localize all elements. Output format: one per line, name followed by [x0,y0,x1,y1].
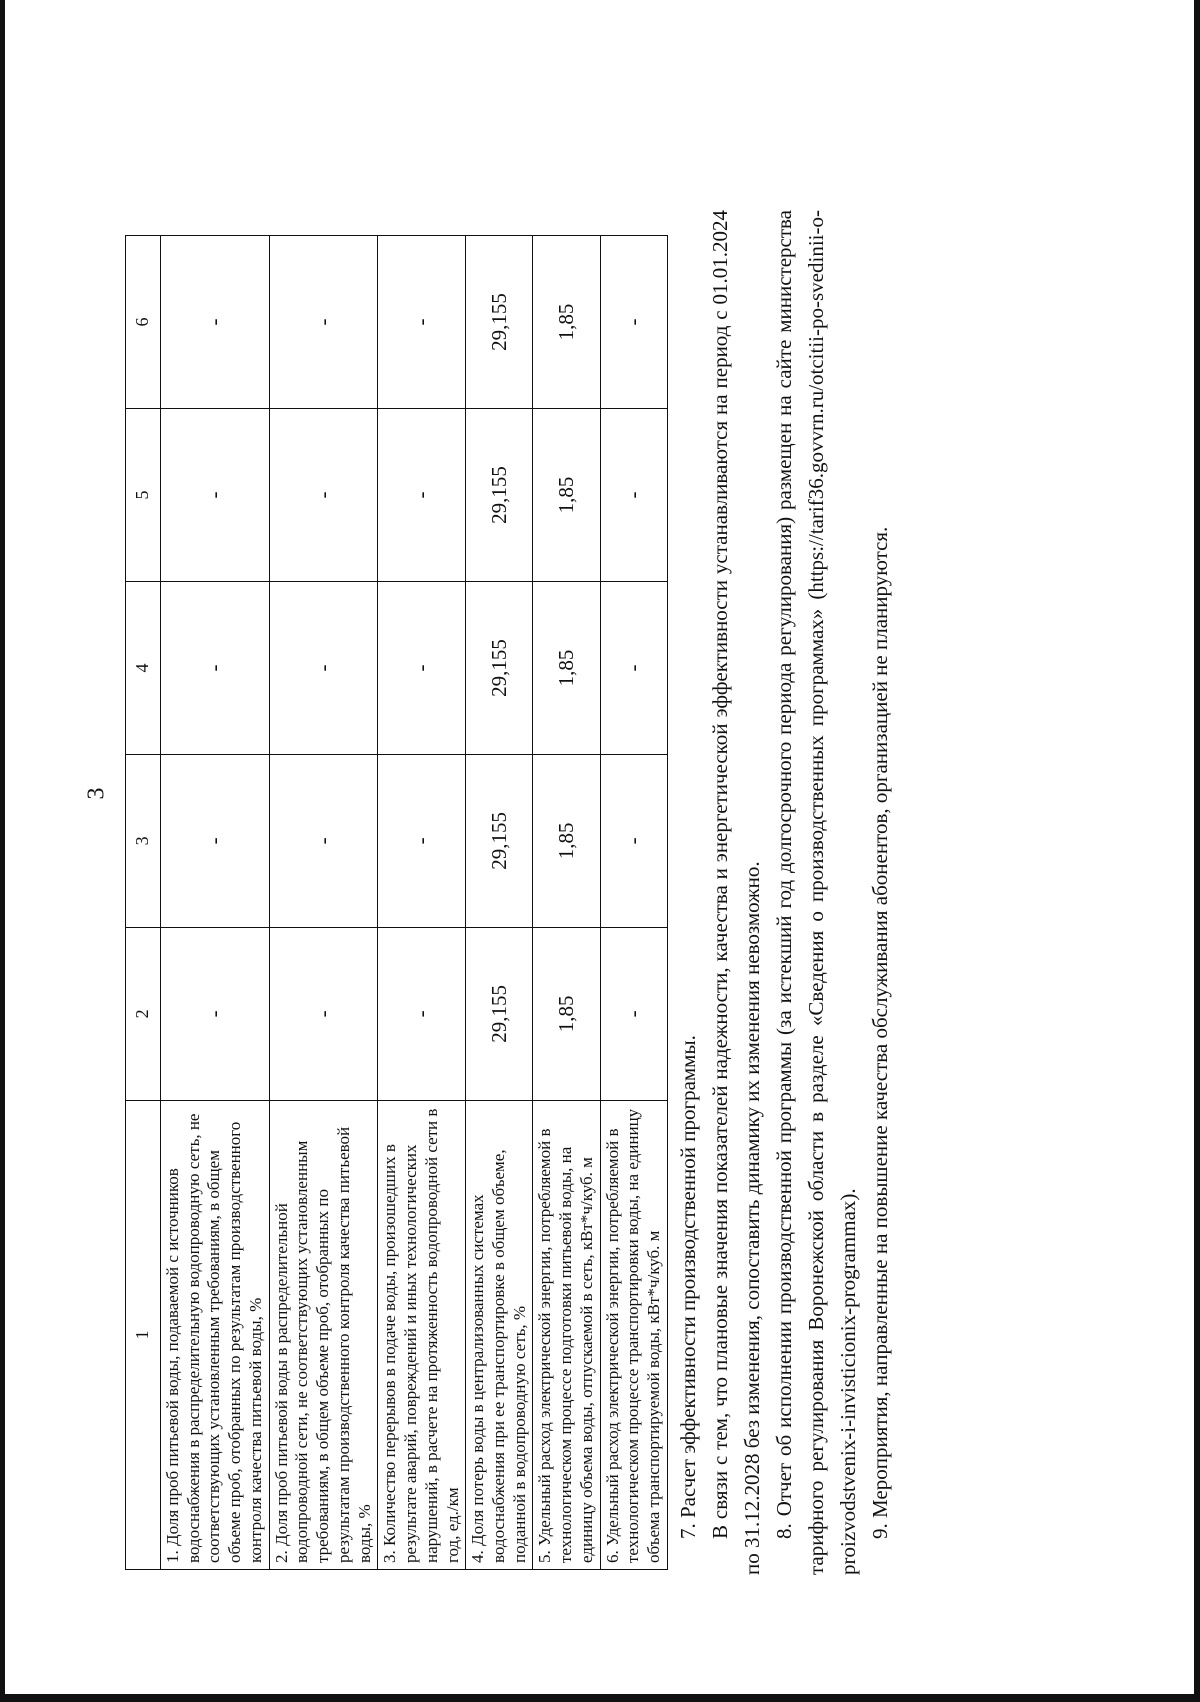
rotated-content [125,155,892,1575]
indicator-value: - [269,409,378,582]
indicator-value: - [161,236,270,409]
indicator-value: - [600,581,667,754]
indicator-label: 3. Количество перерывов в подаче воды, произошедших в результате аварий, повреждений и иных технологических нарушений, в расчете на протяженность водопроводной сети в год, ед./км [378,1100,466,1569]
indicator-value: - [161,927,270,1100]
indicator-value: - [378,409,466,582]
section-7-heading: 7. Расчет эффективности производственной программы. [675,1035,700,1539]
scan-border-right [1194,0,1200,1702]
indicator-value: 1,85 [533,927,600,1100]
indicator-value: 29,155 [466,409,533,582]
indicator-value: - [269,927,378,1100]
indicator-value: 1,85 [533,409,600,582]
indicator-value: - [269,754,378,927]
column-header: 2 [126,927,161,1100]
table-row [269,236,378,1570]
scan-border-bottom [0,1694,1200,1702]
indicator-label: 5. Удельный расход электрической энергии, потребляемой в технологическом процессе подготовки питьевой воды, на единицу объема воды, отпускаемой в сеть, кВт*ч/куб. м [533,1100,600,1569]
indicator-value: - [161,754,270,927]
indicator-value: 1,85 [533,581,600,754]
indicator-value: - [600,927,667,1100]
indicator-label: 1. Доля проб питьевой воды, подаваемой с источников водоснабжения в распределительную водопроводную сеть, не соответствующих установленным требованиям, в общем объеме проб, отобранных по результатам производственного контроля качества питьевой воды, % [161,1100,270,1569]
indicator-label: 6. Удельный расход электрической энергии, потребляемой в технологическом процессе транспортировки воды, на единицу объема транспортируемой воды, кВт*ч/куб. м [600,1100,667,1569]
indicator-value: 29,155 [466,236,533,409]
body-paragraphs [672,210,896,1575]
indicator-value: - [161,581,270,754]
column-header: 6 [126,236,161,409]
indicator-value: - [378,754,466,927]
section-9-text: 9. Мероприятия, направленные на повышение качества обслуживания абонентов, организацией не планируются. [867,526,892,1539]
indicator-value: - [600,754,667,927]
column-header: 4 [126,581,161,754]
indicator-value: - [269,581,378,754]
column-header: 5 [126,409,161,582]
indicator-value: 29,155 [466,927,533,1100]
indicator-value: - [378,236,466,409]
indicator-value: 1,85 [533,236,600,409]
table-row [600,236,667,1570]
indicator-label: 2. Доля проб питьевой воды в распределительной водопроводной сети, не соответствующих установленным требованиям, в общем объеме проб, отобранных по результатам производственного контроля качества питьевой воды, % [269,1100,378,1569]
section-7-text: В связи с тем, что плановые значения показателей надежности, качества и энергетической эффективности устанавливаются на период с 01.01.2024 по 31.12.2028 без изменения, сопоставить динамику их изменения невозможно. [707,210,764,1575]
indicator-value: 29,155 [466,754,533,927]
indicator-value: - [600,409,667,582]
column-header: 1 [126,1100,161,1569]
column-header: 3 [126,754,161,927]
indicator-label: 4. Доля потерь воды в централизованных системах водоснабжения при ее транспортировке в общем объеме, поданной в водопроводную сеть, % [466,1100,533,1569]
indicator-value: - [600,236,667,409]
table-row [466,236,533,1570]
indicator-value: 1,85 [533,754,600,927]
section-8-text: 8. Отчет об исполнении производственной программы (за истекший год долгосрочного периода регулирования) размещен на сайте министерства тарифного регулирования Воронежской области в разделе «Сведения о производственных программах» (https://tarif36.govvrn.ru/otcitii-po-svedinii-o-proizvodstvenix-i-invisticionix-programmax). [771,210,860,1575]
indicator-value: - [378,581,466,754]
table-row [533,236,600,1570]
table-row [378,236,466,1570]
indicator-value: - [378,927,466,1100]
table-row [161,236,270,1570]
indicator-value: 29,155 [466,581,533,754]
indicators-table [125,235,668,1570]
indicator-value: - [269,236,378,409]
page-number: 3 [83,787,110,800]
indicator-value: - [161,409,270,582]
scan-border-left [0,0,5,1702]
table-header-row [126,236,161,1570]
